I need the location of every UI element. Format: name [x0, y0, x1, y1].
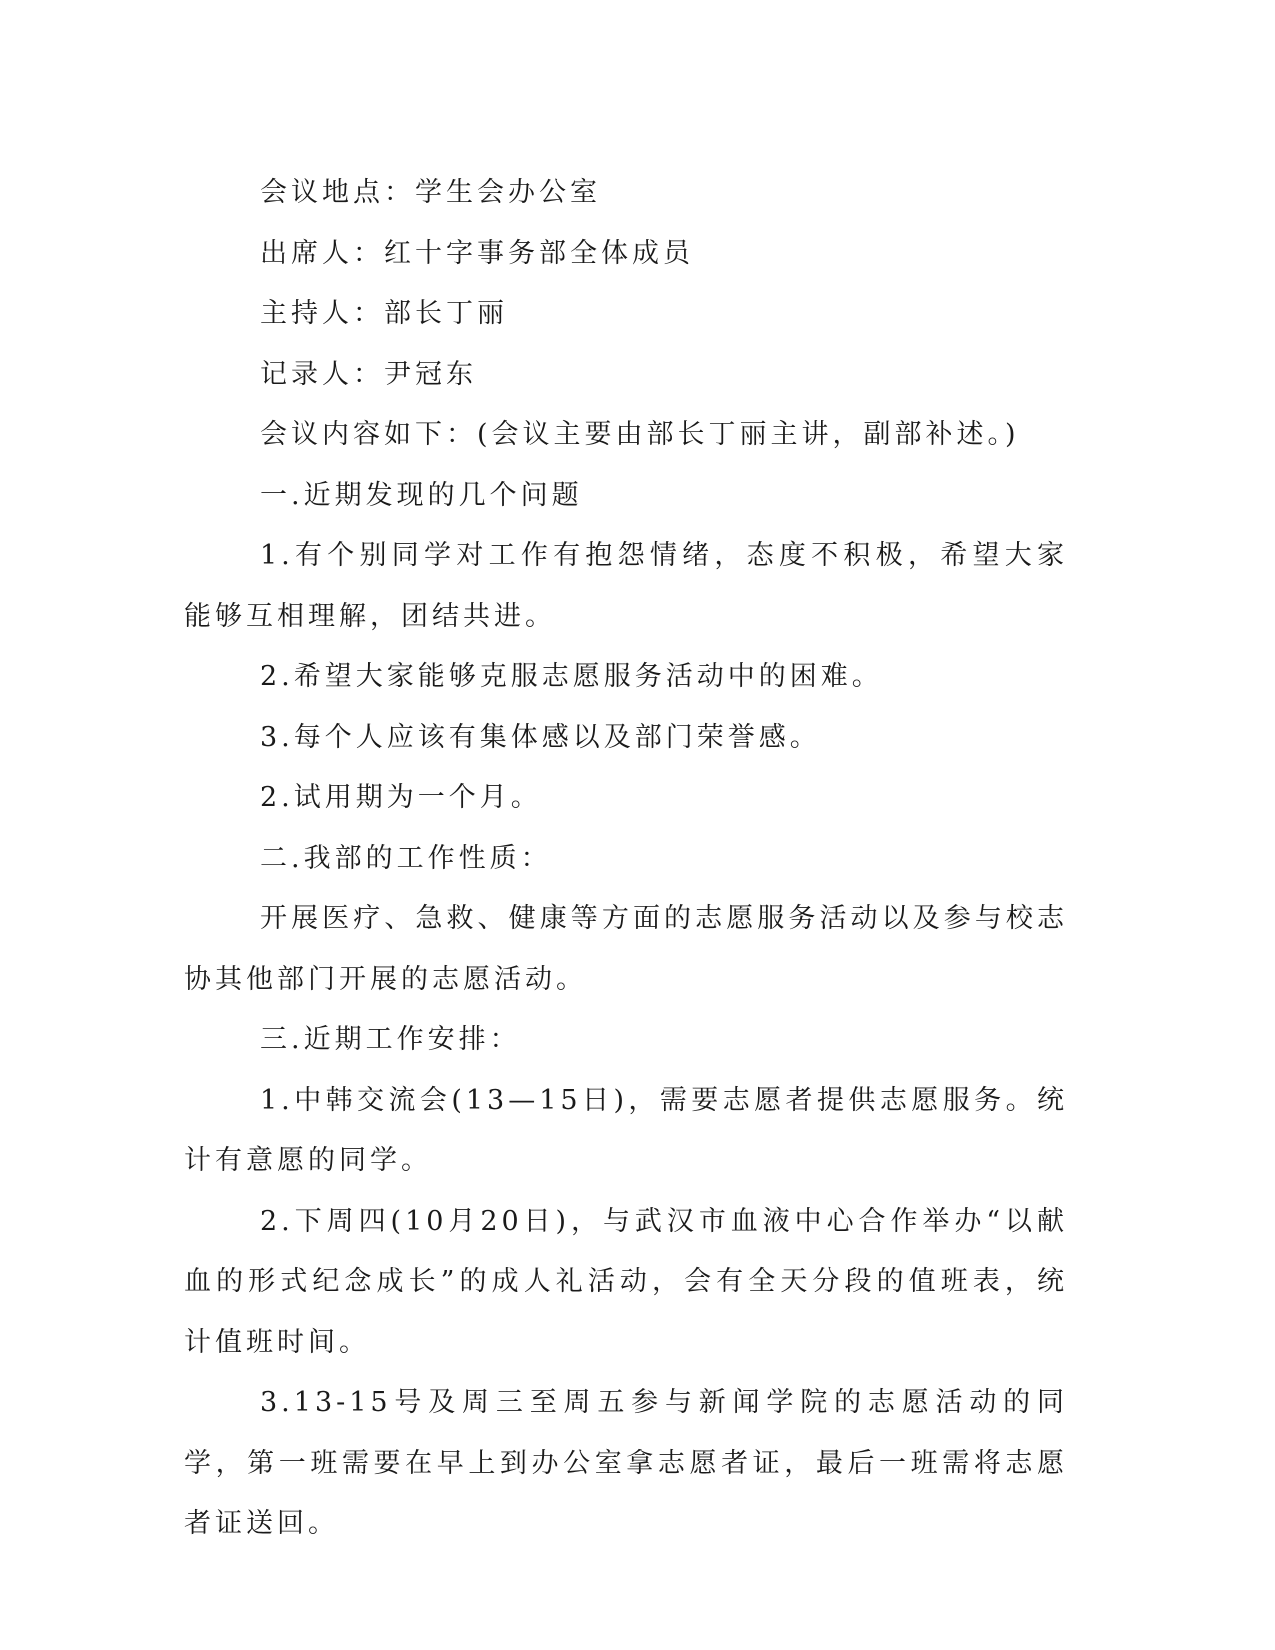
document-body [184, 163, 1068, 1555]
section-heading-1: 一.近期发现的几个问题 [260, 479, 583, 511]
work-nature-text: 开展医疗、急救、健康等方面的志愿服务活动以及参与校志协其他部门开展的志愿活动。 [184, 903, 1068, 995]
schedule-item-2: 2.下周四(10月20日)，与武汉市血液中心合作举办“以献血的形式纪念成长”的成人礼活动，会有全天分段的值班表，统计值班时间。 [184, 1205, 1068, 1358]
issue-item-3: 3.每个人应该有集体感以及部门荣誉感。 [260, 721, 821, 753]
section-heading-3: 三.近期工作安排： [260, 1024, 521, 1055]
section-heading-2: 二.我部的工作性质： [260, 842, 552, 874]
meeting-host: 主持人：部长丁丽 [260, 298, 508, 329]
issue-item-4: 2.试用期为一个月。 [260, 782, 542, 813]
issue-item-2: 2.希望大家能够克服志愿服务活动中的困难。 [260, 661, 883, 692]
meeting-location: 会议地点：学生会办公室 [260, 177, 601, 208]
meeting-attendees: 出席人：红十字事务部全体成员 [260, 237, 694, 269]
schedule-item-1: 1.中韩交流会(13—15日)，需要志愿者提供志愿服务。统计有意愿的同学。 [184, 1084, 1068, 1176]
meeting-recorder: 记录人：尹冠东 [260, 358, 477, 390]
issue-item-1: 1.有个别同学对工作有抱怨情绪，态度不积极，希望大家能够互相理解，团结共进。 [184, 540, 1068, 632]
meeting-content-intro: 会议内容如下：(会议主要由部长丁丽主讲，副部补述。) [260, 419, 1020, 450]
schedule-item-3: 3.13-15号及周三至周五参与新闻学院的志愿活动的同学，第一班需要在早上到办公室拿志愿者证，最后一班需将志愿者证送回。 [184, 1387, 1068, 1539]
